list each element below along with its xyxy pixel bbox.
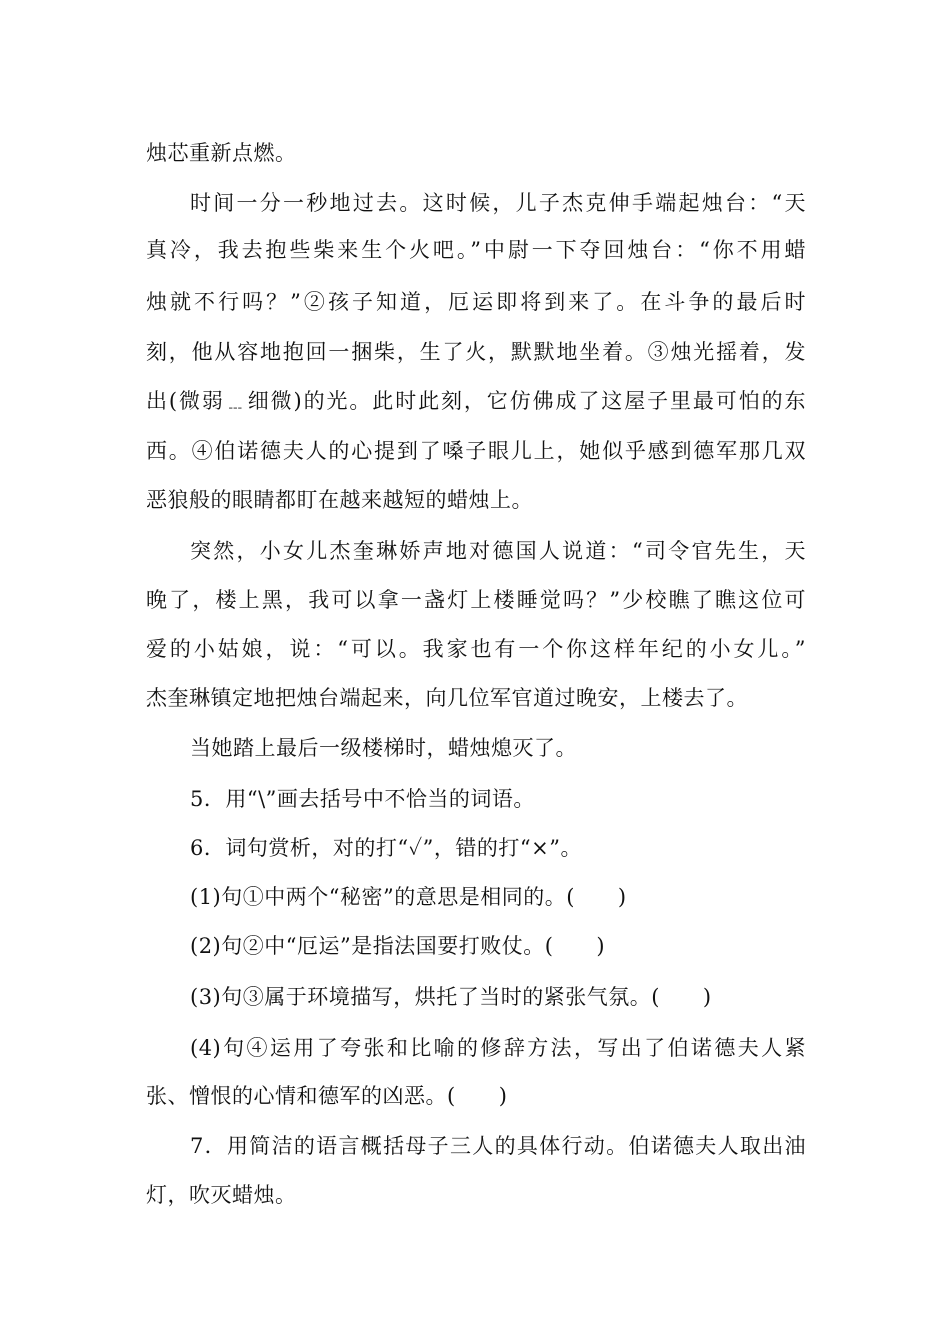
- question-6-item-1: (1)句①中两个“秘密”的意思是相同的。( ): [190, 885, 627, 909]
- paragraph-line: 恶狼般的眼睛都盯在越来越短的蜡烛上。: [146, 488, 533, 512]
- question-5: 5．用“\”画去括号中不恰当的词语。: [190, 787, 535, 811]
- question-6-item-4-cont: 张、憎恨的心情和德军的凶恶。( ): [146, 1084, 508, 1108]
- paragraph-line: 烛就不行吗？”②孩子知道，厄运即将到来了。在斗争的最后时: [146, 290, 806, 314]
- paragraph-line: 西。④伯诺德夫人的心提到了嗓子眼儿上，她似乎感到德军那几双: [146, 439, 806, 463]
- question-6-item-3: (3)句③属于环境描写，烘托了当时的紧张气氛。( ): [190, 985, 712, 1009]
- paragraph-line: 晚了，楼上黑，我可以拿一盏灯上楼睡觉吗？”少校瞧了瞧这位可: [146, 588, 806, 612]
- paragraph-line: 烛芯重新点燃。: [146, 141, 297, 165]
- question-7: 7．用简洁的语言概括母子三人的具体行动。伯诺德夫人取出油: [190, 1134, 806, 1158]
- question-6-item-2: (2)句②中“厄运”是指法国要打败仗。( ): [190, 934, 606, 958]
- paragraph-line: 时间一分一秒地过去。这时候，儿子杰克伸手端起烛台：“天: [190, 191, 806, 215]
- question-7-cont: 灯，吹灭蜡烛。: [146, 1183, 297, 1207]
- paragraph-line: 爱的小姑娘，说：“可以。我家也有一个你这样年纪的小女儿。”: [146, 637, 806, 661]
- paragraph-line: 当她踏上最后一级楼梯时，蜡烛熄灭了。: [190, 736, 577, 760]
- question-6-item-4: (4)句④运用了夸张和比喻的修辞方法，写出了伯诺德夫人紧: [190, 1036, 806, 1060]
- paragraph-line: 刻，他从容地抱回一捆柴，生了火，默默地坐着。③烛光摇着，发: [146, 340, 806, 364]
- paragraph-line: 出(微弱﹍细微)的光。此时此刻，它仿佛成了这屋子里最可怕的东: [146, 389, 806, 413]
- question-6: 6．词句赏析，对的打“✓”，错的打“×”。: [190, 836, 582, 860]
- paragraph-line: 真冷，我去抱些柴来生个火吧。”中尉一下夺回烛台：“你不用蜡: [146, 238, 806, 262]
- paragraph-line: 杰奎琳镇定地把烛台端起来，向几位军官道过晚安，上楼去了。: [146, 686, 748, 710]
- paragraph-line: 突然，小女儿杰奎琳娇声地对德国人说道：“司令官先生，天: [190, 539, 806, 563]
